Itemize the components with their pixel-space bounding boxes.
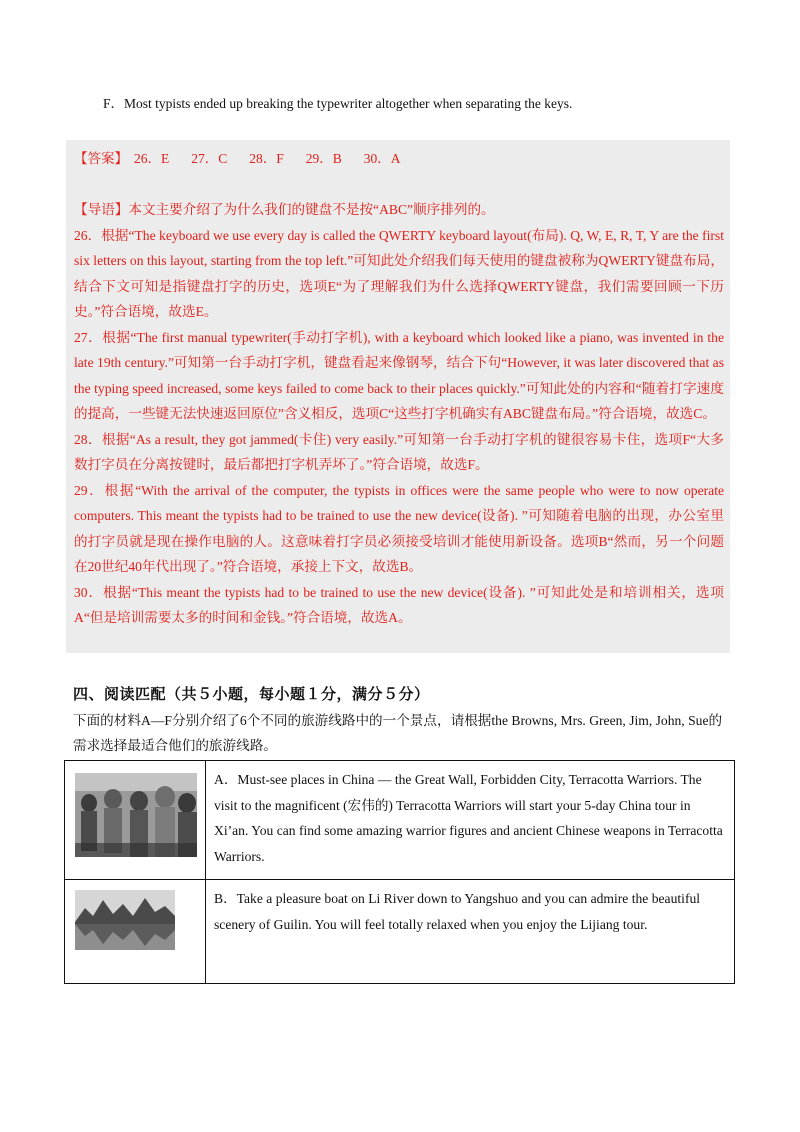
explanation-q26: 26．根据“The keyboard we use every day is called the QWERTY keyboard layout(布局). Q, W, E, R, T, Y are the first six letters on this layout, starting from the top left.”可知此处介绍我们每天使用的键盘被称为QWERTY键盘布局，结合下文可知是指键盘打字的历史，选项E“为了理解我们为什么选择QWERTY键盘，我们需要回顾一下历史。”符合语境，故选E。 <box>74 227 724 319</box>
image-cell <box>65 880 206 984</box>
guide-paragraph: 【导语】本文主要介绍了为什么我们的键盘不是按“ABC”顺序排列的。 <box>74 202 495 217</box>
terracotta-warriors-photo <box>75 773 197 857</box>
section-intro <box>73 708 727 758</box>
section-intro-text: 下面的材料A—F分别介绍了6个不同的旅游线路中的一个景点，请根据the Browns, Mrs. Green, Jim, John, Sue的需求选择最适合他们的旅游线路。 <box>73 713 723 753</box>
answer-item: 27．C <box>191 151 228 166</box>
image-cell <box>65 761 206 880</box>
routes-table <box>64 760 735 984</box>
answer-line <box>74 147 423 167</box>
section-title: 四、阅读匹配（共５小题，每小题１分，满分５分） <box>73 685 430 703</box>
warriors-image-icon <box>75 773 197 857</box>
answer-explanation-block <box>66 140 730 653</box>
explanation-q29: 29．根据“With the arrival of the computer, the typists in offices were the same people who were to now operate computers. This meant the typists had to be trained to use the new device(设备). ”可知随着电脑的出现，办公室里的打字员就是现在操作电脑的人。这意味着打字员必须接受培训才能使用新设备。选项B“然而，另一个问题在20世纪40年代出现了。”符合语境，承接上下文，故选B。 <box>74 482 724 574</box>
table-row <box>65 761 735 880</box>
answer-item: 30．A <box>363 151 401 166</box>
answer-tag: 【答案】 <box>74 151 128 166</box>
route-b-text: B．Take a pleasure boat on Li River down to Yangshuo and you can admire the beautiful scenery of Guilin. You will feel totally relaxed when you enjoy the Lijiang tour. <box>206 880 735 984</box>
answer-item: 29．B <box>305 151 342 166</box>
explanation-q30: 30．根据“This meant the typists had to be trained to use the new device(设备). ”可知此处是和培训相关，选项A“但是培训需要太多的时间和金钱。”符合语境，故选A。 <box>74 584 724 625</box>
route-a-text: A．Must-see places in China — the Great Wall, Forbidden City, Terracotta Warriors. The visit to the magnificent (宏伟的) Terracotta Warriors will start your 5-day China tour in Xi’an. You can find some amazing warrior figures and ancient Chinese weapons in Terracotta Warriors. <box>206 761 735 880</box>
answer-item: 28．F <box>249 151 284 166</box>
explanation-text <box>74 197 724 631</box>
explanation-q28: 28．根据“As a result, they got jammed(卡住) very easily.”可知第一台手动打字机的键很容易卡住，选项F“大多数打字员在分离按键时，最后都把打字机弄坏了。”符合语境，故选F。 <box>74 431 724 472</box>
answer-item: 26．E <box>134 151 170 166</box>
river-landscape-icon <box>75 890 175 950</box>
li-river-photo <box>75 890 175 950</box>
table-row <box>65 880 735 984</box>
option-f-text: F．Most typists ended up breaking the typewriter altogether when separating the keys. <box>103 96 573 111</box>
explanation-q27: 27．根据“The first manual typewriter(手动打字机), with a keyboard which looked like a piano, was invented in the late 19th century.”可知第一台手动打字机，键盘看起来像钢琴，结合下句“However, it was later discovered that as the typing speed increased, some keys failed to come back to their places quickly.”可知此处的内容和“随着打字速度的提高，一些键无法快速返回原位”含义相反，选项C“这些打字机确实有ABC键盘布局。”符合语境，故选C。 <box>74 329 724 421</box>
